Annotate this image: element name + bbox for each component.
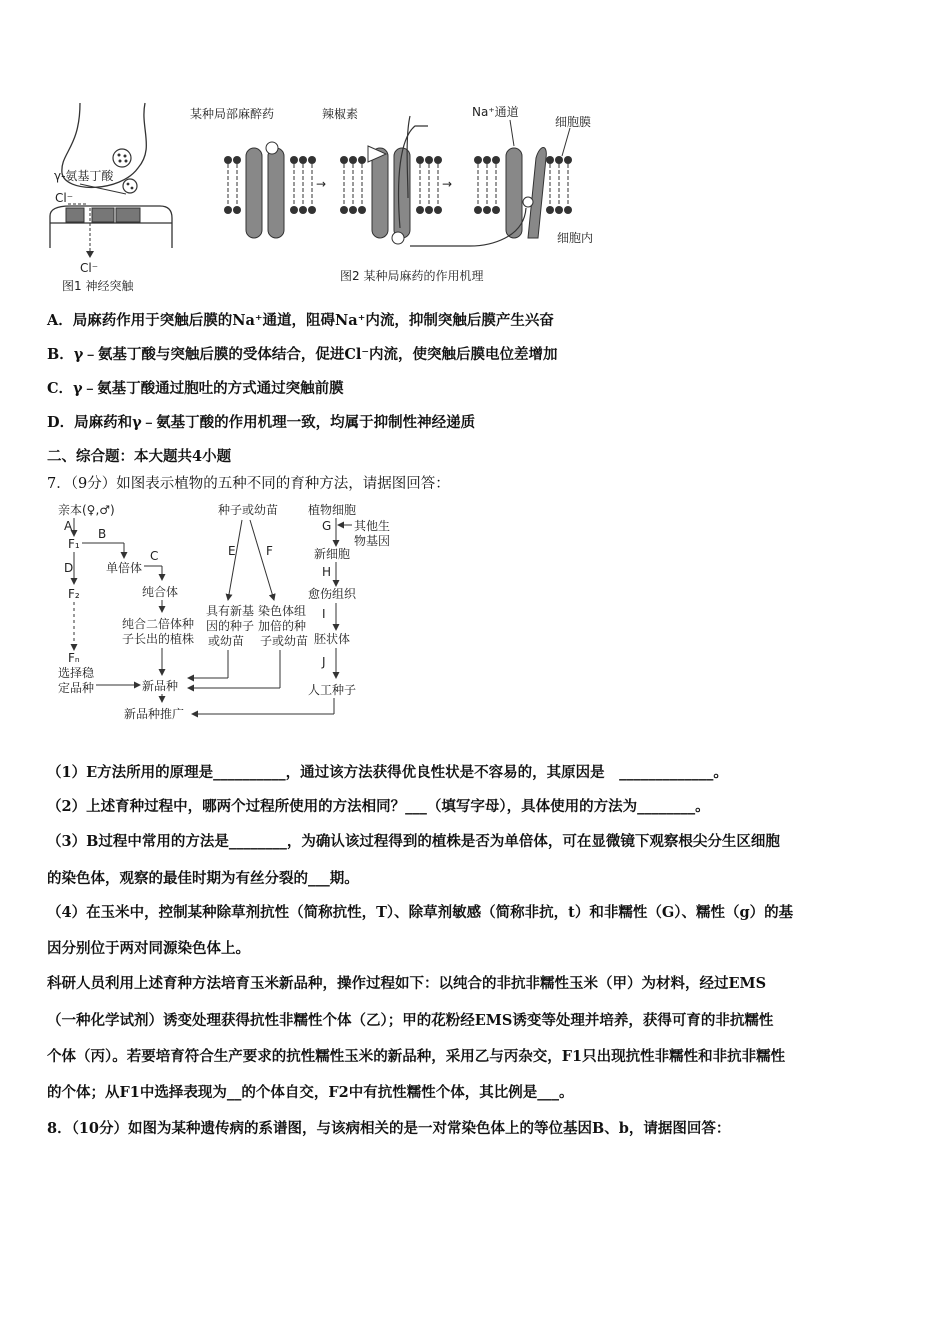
q7-question-3b: 的染色体，观察的最佳时期为有丝分裂的___期。 <box>47 870 359 887</box>
q7-question-1: （1）E方法所用的原理是__________，通过该方法获得优良性状是不容易的，其原因是 _____________。 <box>47 764 728 781</box>
label-g: G <box>322 519 332 533</box>
anesthetic-mechanism-figure <box>190 98 620 293</box>
newgene-line1: 具有新基 <box>206 604 255 618</box>
label-a: A <box>64 519 73 533</box>
synapse-figure <box>40 98 190 293</box>
pure-label: 纯合体 <box>142 585 179 599</box>
q7-question-4f: 的个体；从F1中选择表现为__的个体自交，F2中有抗性糯性个体，其比例是___。 <box>47 1084 574 1101</box>
label-i: I <box>322 607 326 621</box>
pure-diploid-line2: 子长出的植株 <box>122 632 195 646</box>
cl-bottom-label: Cl⁻ <box>80 261 99 275</box>
q7-question-4c: 科研人员利用上述育种方法培育玉米新品种，操作过程如下：以纯合的非抗非糯性玉米（甲）为材料，经过EMS <box>47 975 767 992</box>
new-variety-label: 新品种 <box>142 679 179 693</box>
label-b: B <box>98 527 107 541</box>
double-line1: 染色体组 <box>258 604 307 618</box>
q7-question-2: （2）上述育种过程中，哪两个过程所使用的方法相同？___（填写字母），具体使用的方法为________。 <box>47 798 710 815</box>
newgene-line3: 或幼苗 <box>208 634 245 648</box>
double-line3: 子或幼苗 <box>260 634 309 648</box>
new-cell-label: 新细胞 <box>314 547 351 561</box>
option-c: C．γ﹣氨基丁酸通过胞吐的方式通过突触前膜 <box>47 380 344 397</box>
option-a: A．局麻药作用于突触后膜的Na⁺通道，阻碍Na⁺内流，抑制突触后膜产生兴奋 <box>47 312 554 329</box>
breeding-methods-diagram <box>52 500 412 730</box>
label-c: C <box>150 549 159 563</box>
f2-label: F₂ <box>68 587 80 601</box>
label-h: H <box>322 565 332 579</box>
pure-diploid-line1: 纯合二倍体种 <box>122 617 195 631</box>
other-line1: 其他生 <box>354 519 391 533</box>
promote-label: 新品种推广 <box>124 707 185 721</box>
select-line1: 选择稳 <box>58 666 95 680</box>
arrow-1: → <box>316 177 327 191</box>
na-channel-label: Na⁺通道 <box>472 105 519 119</box>
q8-intro: 8．（10分）如图为某种遗传病的系谱图，与该病相关的是一对常染色体上的等位基因B、b，请据图回答： <box>47 1120 731 1137</box>
membrane-2 <box>340 116 442 244</box>
membrane-1 <box>224 142 316 238</box>
fn-label: Fₙ <box>68 651 80 665</box>
option-b: B．γ﹣氨基丁酸与突触后膜的受体结合，促进Cl⁻内流，使突触后膜电位差增加 <box>47 346 558 363</box>
plant-cell-label: 植物细胞 <box>308 503 357 517</box>
option-d: D．局麻药和γ﹣氨基丁酸的作用机理一致，均属于抑制性神经递质 <box>47 414 476 431</box>
q7-question-4a: （4）在玉米中，控制某种除草剂抗性（简称抗性，T）、除草剂敏感（简称非抗，t）和非糯性（G）、糯性（g）的基 <box>47 904 794 921</box>
label-e: E <box>228 544 236 558</box>
parent-label: 亲本(♀,♂) <box>58 503 115 517</box>
membrane-label: 细胞膜 <box>555 115 592 129</box>
intracellular-label: 细胞内 <box>557 231 594 245</box>
q7-question-4b: 因分别位于两对同源染色体上。 <box>47 940 250 957</box>
cl-top-label: Cl⁻ <box>55 191 74 205</box>
double-line2: 加倍的种 <box>258 619 307 633</box>
vesicle-icon <box>113 149 137 193</box>
embryoid-label: 胚状体 <box>314 632 351 646</box>
callus-label: 愈伤组织 <box>308 587 357 601</box>
section-title: 二、综合题：本大题共4小题 <box>47 448 232 465</box>
f1-label: F₁ <box>68 537 80 551</box>
arrow-2: → <box>442 177 453 191</box>
anesthetic-label: 某种局部麻醉药 <box>190 107 275 121</box>
gaba-label: γ-氨基丁酸 <box>54 169 114 183</box>
other-line2: 物基因 <box>354 534 391 548</box>
q7-question-4d: （一种化学试剂）诱变处理获得抗性非糯性个体（乙）；甲的花粉经EMS诱变等处理并培养，获得可育的非抗糯性 <box>47 1012 774 1029</box>
label-d: D <box>64 561 74 575</box>
q7-intro: 7．（9分）如图表示植物的五种不同的育种方法，请据图回答： <box>47 476 450 492</box>
haploid-label: 单倍体 <box>106 561 143 575</box>
label-j: J <box>322 655 326 669</box>
fig1-caption: 图1 神经突触 <box>62 279 134 293</box>
q7-question-4e: 个体（丙）。若要培育符合生产要求的抗性糯性玉米的新品种，采用乙与丙杂交，F1只出现抗性非糯性和非抗非糯性 <box>47 1048 786 1065</box>
capsaicin-label: 辣椒素 <box>322 107 359 121</box>
seed-label: 种子或幼苗 <box>218 503 279 517</box>
q7-question-3a: （3）B过程中常用的方法是________，为确认该过程得到的植株是否为单倍体，可在显微镜下观察根尖分生区细胞 <box>47 833 780 850</box>
label-f: F <box>266 544 273 558</box>
artificial-seed-label: 人工种子 <box>308 683 357 697</box>
newgene-line2: 因的种子 <box>206 619 255 633</box>
fig2-caption: 图2 某种局麻药的作用机理 <box>340 269 484 283</box>
membrane-3 <box>410 120 572 246</box>
select-line2: 定品种 <box>58 681 95 695</box>
